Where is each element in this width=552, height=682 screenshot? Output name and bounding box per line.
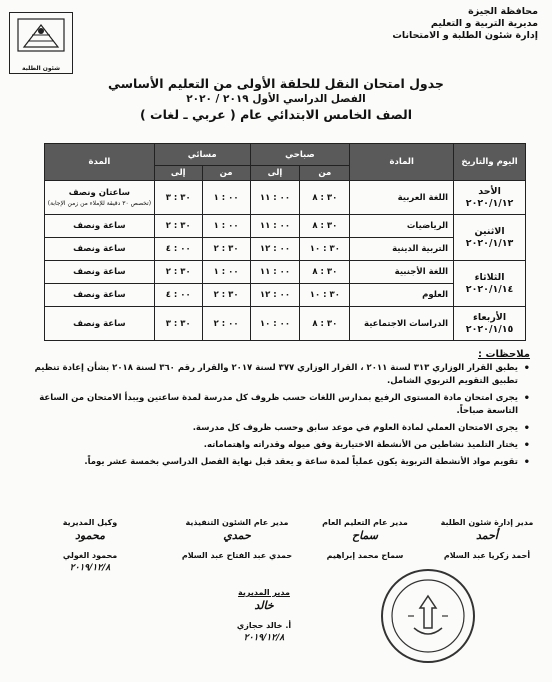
- director-role: مدير المديرية: [238, 588, 290, 597]
- list-item: • تقويم مواد الأنشطة التربوية يكون عملياً لمدة ساعة و يعقد قبل نهاية الفصل الدراسي بخمسة عشر يوماً.: [30, 456, 530, 469]
- term-subtitle: الفصل الدراسي الأول ٢٠١٩ / ٢٠٢٠: [186, 93, 366, 105]
- header-day-date: اليوم والتاريخ: [454, 144, 526, 181]
- directorate-logo: [9, 12, 73, 74]
- notes-list: [30, 362, 530, 473]
- duration-cell: ساعة ونصف: [45, 307, 155, 341]
- header-morning: صباحي: [250, 144, 350, 166]
- letterhead-line-directorate: مديرية التربية و التعليم: [430, 18, 538, 29]
- signature-block: [174, 518, 300, 560]
- morning-from-cell: ٣٠ : ٨: [300, 307, 350, 341]
- morning-to-cell: ٠٠ : ١١: [250, 215, 300, 238]
- morning-to-cell: ٠٠ : ١٠: [250, 307, 300, 341]
- day-name: الاثنين: [474, 225, 505, 237]
- morning-from-cell: ٣٠ : ٨: [300, 261, 350, 284]
- evening-from-cell: ٣٠ : ٢: [202, 284, 250, 307]
- signature-block: [310, 518, 420, 560]
- duration-cell: ساعة ونصف: [45, 215, 155, 238]
- signatory-name: أحمد زكريا عبد السلام: [443, 551, 531, 560]
- list-item: • يختار التلميذ نشاطين من الأنشطة الاختيارية وفق ميوله وقدراته واهتماماته.: [30, 439, 530, 452]
- header-evening-from: من: [202, 166, 250, 181]
- evening-from-cell: ٠٠ : ١: [202, 215, 250, 238]
- signatory-name: محمود الغولي: [62, 551, 118, 560]
- morning-to-cell: ٠٠ : ١١: [250, 181, 300, 215]
- subject-cell: اللغة الأجنبية: [350, 261, 454, 284]
- signature-block: [40, 518, 140, 573]
- day-name: الثلاثاء: [474, 271, 505, 283]
- morning-from-cell: ٣٠ : ١٠: [300, 284, 350, 307]
- signatory-role: مدير عام التعليم العام: [322, 518, 408, 527]
- day-date-cell: [454, 261, 526, 307]
- signatory-role: مدير عام الشئون التنفيذية: [185, 518, 289, 527]
- table-row: [45, 307, 526, 341]
- subject-cell: التربية الدينية: [350, 238, 454, 261]
- list-item: • يطبق القرار الوزاري ٣١٣ لسنة ٢٠١١ ، القرار الوزاري ٣٧٧ لسنة ٢٠١٧ والقرار رقم ٣٦٠ لسنة ٢٠١٨ بشأن إعادة تنظيم تطبيق التقويم التربوي الشامل.: [30, 362, 530, 388]
- subject-cell: العلوم: [350, 284, 454, 307]
- duration-cell: [45, 181, 155, 215]
- evening-to-cell: ٠٠ : ٤: [154, 284, 202, 307]
- document-title: جدول امتحان النقل للحلقة الأولى من التعليم الأساسي: [108, 76, 444, 91]
- letterhead-line-department: إدارة شئون الطلبة و الامتحانات: [392, 30, 538, 41]
- evening-from-cell: ٠٠ : ١: [202, 181, 250, 215]
- morning-from-cell: ٣٠ : ١٠: [300, 238, 350, 261]
- signatory-name: حمدي عبد الفتاح عبد السلام: [181, 551, 293, 560]
- exam-date: ٢٠٢٠/١/١٣: [465, 237, 514, 249]
- morning-to-cell: ٠٠ : ١٢: [250, 238, 300, 261]
- day-name: الأحد: [478, 185, 501, 197]
- letterhead-line-governorate: محافظة الجيزة: [468, 6, 538, 17]
- director-scribble: خالد: [254, 599, 274, 612]
- header-morning-to: إلى: [250, 166, 300, 181]
- table-row: [45, 181, 526, 215]
- notes-heading: ملاحظات :: [477, 349, 530, 360]
- evening-to-cell: ٣٠ : ٢: [154, 215, 202, 238]
- director-name: أ. خالد حجازي: [236, 621, 292, 630]
- evening-from-cell: ٠٠ : ٢: [202, 307, 250, 341]
- morning-to-cell: ٠٠ : ١٢: [250, 284, 300, 307]
- logo-emblem-icon: [10, 13, 72, 61]
- exam-date: ٢٠٢٠/١/١٥: [465, 323, 514, 335]
- list-item: • يجرى امتحان مادة المستوى الرفيع بمدارس اللغات حسب ظروف كل مدرسة لمدة ساعتين ويبدأ الامتحان من الساعة التاسعة صباحاً.: [30, 392, 530, 418]
- subject-cell: الرياضيات: [350, 215, 454, 238]
- header-evening: مسائي: [154, 144, 250, 166]
- morning-from-cell: ٣٠ : ٨: [300, 215, 350, 238]
- signature-block: [428, 518, 546, 560]
- header-evening-to: إلى: [154, 166, 202, 181]
- table-row: [45, 261, 526, 284]
- director-signature-block: [212, 588, 316, 643]
- official-stamp-icon: [378, 566, 478, 666]
- signature-scribble: أحمد: [476, 529, 498, 542]
- exam-schedule-table: [44, 143, 526, 341]
- evening-from-cell: ٣٠ : ٢: [202, 238, 250, 261]
- day-date-cell: [454, 181, 526, 215]
- header-morning-from: من: [300, 166, 350, 181]
- table-row: [45, 238, 526, 261]
- list-item: • يجرى الامتحان العملي لمادة العلوم في موعد سابق وحسب ظروف كل مدرسة.: [30, 422, 530, 435]
- header-subject: المادة: [350, 144, 454, 181]
- signature-scribble: حمدي: [223, 529, 251, 542]
- document-titles: [0, 76, 552, 122]
- morning-to-cell: ٠٠ : ١١: [250, 261, 300, 284]
- morning-from-cell: ٣٠ : ٨: [300, 181, 350, 215]
- duration-cell: ساعة ونصف: [45, 261, 155, 284]
- logo-caption: شئون الطلبة: [21, 65, 60, 72]
- dictation-note: (تخصص ٣٠ دقيقة للإملاء من زمن الإجابة): [47, 200, 152, 207]
- signature-date: ٢٠١٩/١٢/٨: [69, 563, 111, 573]
- duration-text: ساعتان ونصف: [68, 188, 130, 198]
- duration-cell: ساعة ونصف: [45, 284, 155, 307]
- duration-cell: ساعة ونصف: [45, 238, 155, 261]
- signature-scribble: سماح: [351, 529, 379, 542]
- table-row: [45, 215, 526, 238]
- director-date: ٢٠١٩/١٢/٨: [243, 633, 285, 643]
- evening-from-cell: ٠٠ : ١: [202, 261, 250, 284]
- day-date-cell: [454, 307, 526, 341]
- signatory-name: سماح محمد إبراهيم: [326, 551, 404, 560]
- letterhead: [338, 6, 538, 42]
- table-row: [45, 284, 526, 307]
- subject-cell: اللغة العربية: [350, 181, 454, 215]
- day-date-cell: [454, 215, 526, 261]
- evening-to-cell: ٣٠ : ٣: [154, 307, 202, 341]
- exam-date: ٢٠٢٠/١/١٤: [465, 283, 514, 295]
- subject-cell: الدراسات الاجتماعية: [350, 307, 454, 341]
- table-header-row: [45, 144, 526, 166]
- evening-to-cell: ٣٠ : ٢: [154, 261, 202, 284]
- signatory-role: وكيل المديرية: [62, 518, 118, 527]
- exam-date: ٢٠٢٠/١/١٢: [465, 197, 514, 209]
- signatory-role: مدير إدارة شئون الطلبة: [440, 518, 534, 527]
- signature-scribble: محمود: [75, 529, 105, 542]
- evening-to-cell: ٠٠ : ٤: [154, 238, 202, 261]
- evening-to-cell: ٣٠ : ٣: [154, 181, 202, 215]
- grade-subtitle: الصف الخامس الابتدائي عام ( عربي ـ لغات ): [139, 107, 413, 122]
- header-duration: المدة: [45, 144, 155, 181]
- day-name: الأربعاء: [472, 311, 507, 323]
